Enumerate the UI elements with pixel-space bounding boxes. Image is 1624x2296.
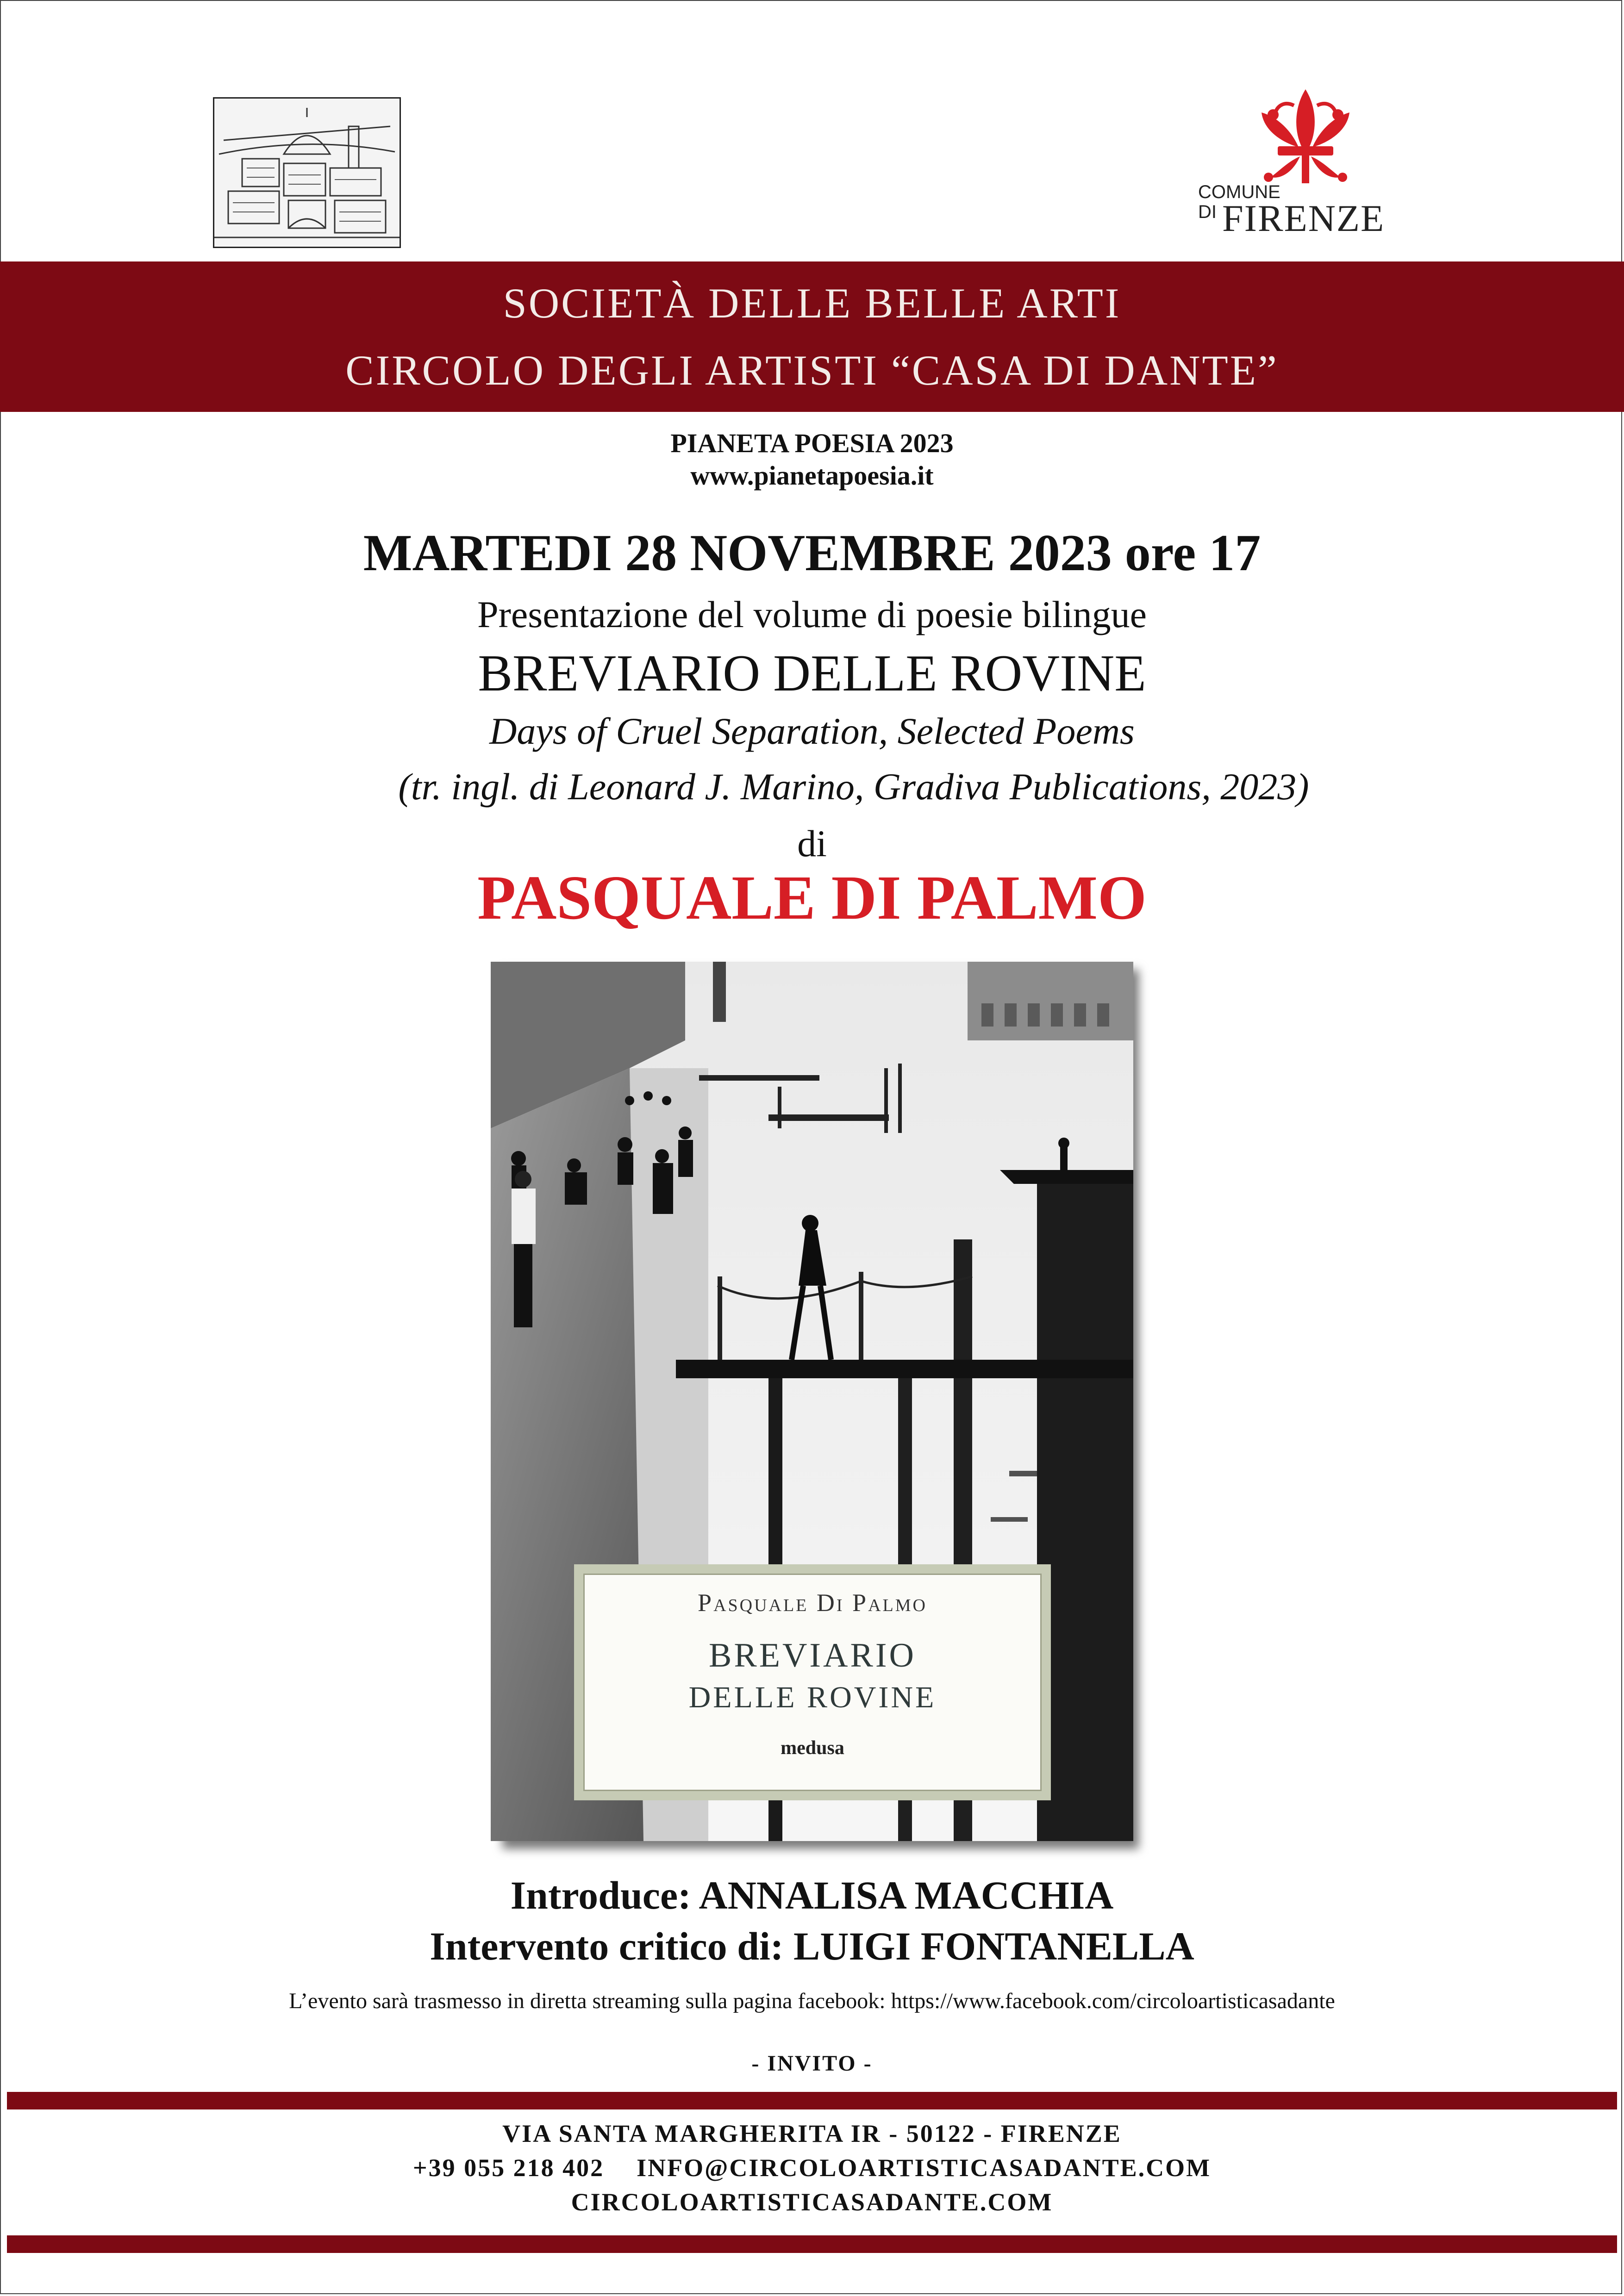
introducer: Introduce: ANNALISA MACCHIA — [510, 1873, 1114, 1917]
author-name: PASQUALE DI PALMO — [477, 863, 1147, 933]
city-sketch-logo — [213, 97, 401, 248]
cover-title-line1: BREVIARIO — [709, 1636, 916, 1674]
footer-rule-top — [7, 2092, 1617, 2109]
translation-note: (tr. ingl. di Leonard J. Marino, Gradiva Publications, 2023) — [398, 765, 1309, 808]
english-title: Days of Cruel Separation, Selected Poems — [489, 710, 1135, 752]
society-name: SOCIETÀ DELLE BELLE ARTI — [503, 280, 1121, 327]
firenze-label: FIRENZE — [1222, 197, 1385, 239]
cover-author: Pasquale Di Palmo — [698, 1589, 927, 1617]
circle-name: CIRCOLO DEGLI ARTISTI “CASA DI DANTE” — [345, 347, 1279, 394]
comune-label: COMUNE — [1198, 182, 1280, 202]
streaming-note: L’evento sarà trasmesso in diretta streaming sulla pagina facebook: https://www.facebook.com/circoloartisticasadante — [289, 1989, 1335, 2013]
footer-email[interactable]: INFO@CIRCOLOARTISTICASADANTE.COM — [637, 2154, 1212, 2182]
cover-publisher: medusa — [781, 1737, 844, 1759]
invite-label: - INVITO - — [751, 2051, 873, 2076]
footer-contacts — [0, 2153, 1624, 2183]
florence-lily-icon — [1250, 87, 1361, 196]
festival-name: PIANETA POESIA 2023 — [670, 428, 954, 458]
footer-rule-bottom — [7, 2235, 1617, 2253]
presentation-line: Presentazione del volume di poesie bilingue — [477, 593, 1147, 635]
critic: Intervento critico di: LUIGI FONTANELLA — [430, 1924, 1194, 1968]
footer-phone: +39 055 218 402 — [412, 2154, 605, 2182]
footer-address: VIA SANTA MARGHERITA IR - 50122 - FIRENZE — [502, 2120, 1122, 2147]
book-title: BREVIARIO DELLE ROVINE — [478, 645, 1146, 702]
comune-di-label: DI — [1198, 202, 1217, 222]
event-date: MARTEDI 28 NOVEMBRE 2023 ore 17 — [363, 524, 1261, 582]
cover-title-line2: DELLE ROVINE — [688, 1680, 937, 1714]
festival-url: www.pianetapoesia.it — [690, 460, 934, 491]
by-word: di — [797, 822, 827, 865]
footer-website[interactable]: CIRCOLOARTISTICASADANTE.COM — [571, 2188, 1053, 2216]
